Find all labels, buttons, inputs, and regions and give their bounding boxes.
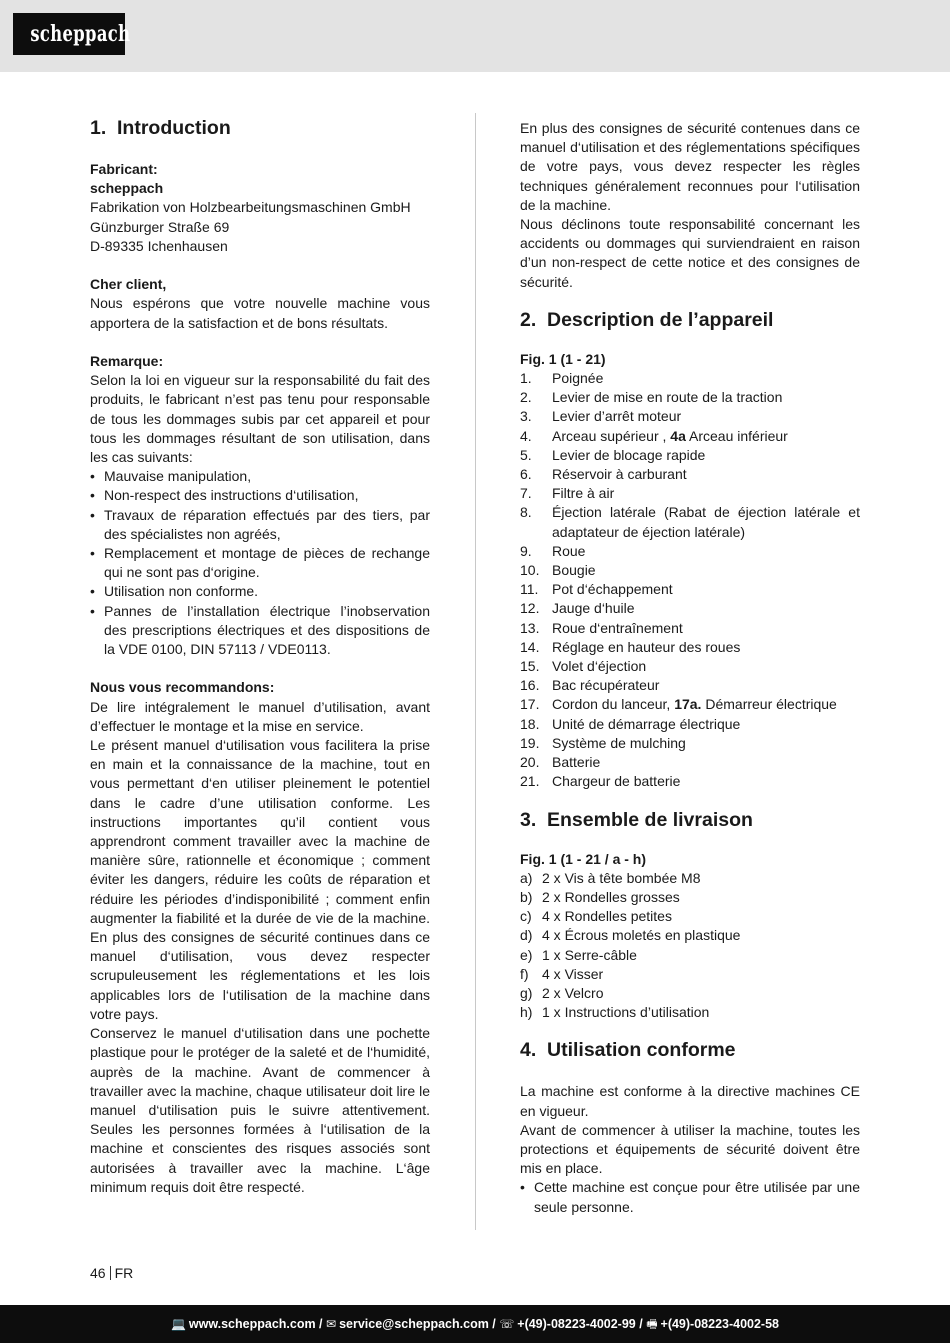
page-language: FR [114, 1265, 134, 1281]
list-item: 5. Levier de blocage rapide [520, 446, 706, 463]
list-item: 8. Éjection latérale (Rabat de éjection latérale et adaptateur de éjection latérale) [520, 504, 860, 540]
footer-email-link[interactable]: service@scheppach.com [339, 1317, 489, 1331]
intended-use-paragraph: La machine est conforme à la directive machines CE en vigueur. [520, 1083, 860, 1119]
remark-bullet-list [90, 467, 430, 659]
list-item: 12. Jauge d‘huile [520, 600, 635, 617]
list-item: 17. Cordon du lanceur, 17a. Démarreur électrique [520, 696, 837, 713]
list-item: c) 4 x Rondelles petites [520, 908, 672, 925]
dear-customer-label: Cher client, [90, 276, 167, 293]
figure-label: Fig. 1 (1 - 21) [520, 350, 606, 367]
footer-fax: +(49)-08223-4002-58 [660, 1317, 780, 1331]
intended-use-bullets [520, 1178, 860, 1216]
computer-icon: 💻 [170, 1317, 186, 1331]
manufacturer-name: scheppach [90, 180, 164, 197]
list-item: 11. Pot d‘échappement [520, 581, 673, 598]
list-item: d) 4 x Écrous moletés en plastique [520, 927, 741, 944]
intro-paragraph: Nous déclinons toute responsabilité concernant les accidents ou dommages qui surviendraient en raison d’un non-respect de cette notice et des consignes de sécurité. [520, 216, 860, 290]
list-item: 19. Système de mulching [520, 734, 686, 751]
list-item: g) 2 x Velcro [520, 984, 604, 1001]
remark-label: Remarque: [90, 353, 164, 369]
list-item: • Utilisation non conforme. [90, 582, 430, 601]
list-item: 13. Roue d‘entraînement [520, 619, 683, 636]
recommend-paragraph: De lire intégralement le manuel d’utilisation, avant d’effectuer le montage et la mise en service. [90, 698, 430, 734]
list-item: 4. Arceau supérieur , 4a Arceau inférieur [520, 427, 788, 444]
section-heading-introduction: 1. Introduction [90, 117, 231, 139]
section-heading-description: 2. Description de l’appareil [520, 308, 774, 331]
list-item: a) 2 x Vis à tête bombée M8 [520, 869, 701, 886]
delivery-list [520, 869, 860, 1023]
list-item: 14. Réglage en hauteur des roues [520, 638, 741, 655]
list-item: f) 4 x Visser [520, 965, 604, 982]
list-item: h) 1 x Instructions d’utilisation [520, 1004, 710, 1021]
list-item: 3. Levier d’arrêt moteur [520, 408, 682, 425]
list-item: 9. Roue [520, 542, 586, 559]
manufacturer-line: Günzburger Straße 69 [90, 218, 230, 235]
column-divider [475, 113, 476, 1230]
list-item: b) 2 x Rondelles grosses [520, 888, 680, 905]
list-item: • Pannes de l’installation électrique l’inobservation des prescriptions électriques et des dispositions de la VDE 0100, DIN 57113 / VDE0113. [90, 602, 430, 660]
section-heading-intended-use: 4. Utilisation conforme [520, 1039, 736, 1062]
manufacturer-label: Fabricant: [90, 161, 158, 177]
scheppach-logo: scheppach [13, 13, 125, 55]
section-heading-delivery: 3. Ensemble de livraison [520, 808, 753, 831]
list-item: • Mauvaise manipulation, [90, 467, 430, 486]
recommend-paragraph: Conservez le manuel d‘utilisation dans une pochette plastique pour le protéger de la saleté et de l‘humidité, auprès de la machine. Avant de commencer à travailler avec la machine, chaque utilisateur doit lire le manuel d‘utilisation puis le suivre attentivement. Seules les personnes formées à l‘utilisation de la machine et conscientes des risques associés sont autorisées à travailler avec la machine. L‘âge minimum requis doit être respecté. [90, 1025, 430, 1195]
parts-list [520, 369, 860, 791]
dear-customer-text: Nous espérons que votre nouvelle machine vous apportera de la satisfaction et de bons résultats. [90, 295, 430, 331]
list-item: • Cette machine est conçue pour être utilisée par une seule personne. [520, 1178, 860, 1216]
list-item: • Non-respect des instructions d‘utilisation, [90, 486, 430, 505]
list-item: 6. Réservoir à carburant [520, 466, 687, 483]
list-item: • Travaux de réparation effectués par des tiers, par des spécialistes non agréés, [90, 506, 430, 544]
left-column [90, 116, 430, 1197]
list-item: 20. Batterie [520, 754, 601, 771]
remark-text: Selon la loi en vigueur sur la responsabilité du fait des produits, le fabricant n’est pas tenu pour responsable de tous les dommages subis par cet appareil et pour tous les dommages résultant de son utilisation, dans les cas suivants: [90, 372, 430, 466]
mail-icon: ✉ [326, 1317, 337, 1331]
intended-use-paragraph: Avant de commencer à utiliser la machine, toutes les protections et équipements de sécurité doivent être mis en place. [520, 1121, 860, 1177]
manufacturer-line: Fabrikation von Holzbearbeitungsmaschinen GmbH [90, 199, 411, 216]
right-column [520, 119, 860, 1217]
list-item: e) 1 x Serre-câble [520, 946, 637, 963]
list-item: 15. Volet d‘éjection [520, 658, 647, 675]
list-item: • Remplacement et montage de pièces de rechange qui ne sont pas d‘origine. [90, 544, 430, 582]
page-number [90, 1265, 133, 1281]
list-item: 18. Unité de démarrage électrique [520, 715, 741, 732]
list-item: 21. Chargeur de batterie [520, 773, 681, 790]
recommend-label: Nous vous recommandons: [90, 679, 275, 696]
page-number-value: 46 [90, 1265, 106, 1281]
phone-icon: ☏ [499, 1317, 515, 1331]
manufacturer-line: D-89335 Ichenhausen [90, 237, 228, 254]
footer-website-link[interactable]: www.scheppach.com [188, 1317, 316, 1331]
footer-phone: +(49)-08223-4002-99 [517, 1317, 636, 1331]
header-bar [0, 0, 950, 72]
footer-contact-bar: 💻 www.scheppach.com / ✉ service@scheppach.com / ☏ +(49)-08223-4002-99 / 🖷 +(49)-08223-4002-58 [0, 1305, 950, 1343]
intro-paragraph: En plus des consignes de sécurité contenues dans ce manuel d‘utilisation et des réglementations spécifiques de votre pays, vous devez respecter les règles techniques généralement reconnues pour l‘utilisation de la machine. [520, 120, 860, 213]
figure-label: Fig. 1 (1 - 21 / a - h) [520, 850, 647, 867]
list-item: 10. Bougie [520, 562, 596, 579]
list-item: 2. Levier de mise en route de la traction [520, 389, 783, 406]
fax-icon: 🖷 [646, 1317, 658, 1331]
list-item: 16. Bac récupérateur [520, 677, 660, 694]
recommend-paragraph: Le présent manuel d‘utilisation vous facilitera la prise en main et la connaissance de la machine, tout en vous permettant d‘en utiliser pleinement le potentiel dans le cadre d’une utilisation conforme. Les instructions importantes qu’il contient vous apprendront comment travailler avec la machine de manière sûre, rationnelle et économique ; comment éviter les dangers, réduire les coûts de réparation et réduire les périodes d’indisponibilité ; comment enfin augmenter la fiabilité et la durée de vie de la machine. En plus des consignes de sécurité continues dans ce manuel d‘utilisation, vous devez respecter scrupuleusement les réglementations et les lois applicables lors de l‘utilisation de la machine dans votre pays. [90, 737, 430, 1022]
list-item: 1. Poignée [520, 370, 604, 387]
list-item: 7. Filtre à air [520, 485, 615, 502]
